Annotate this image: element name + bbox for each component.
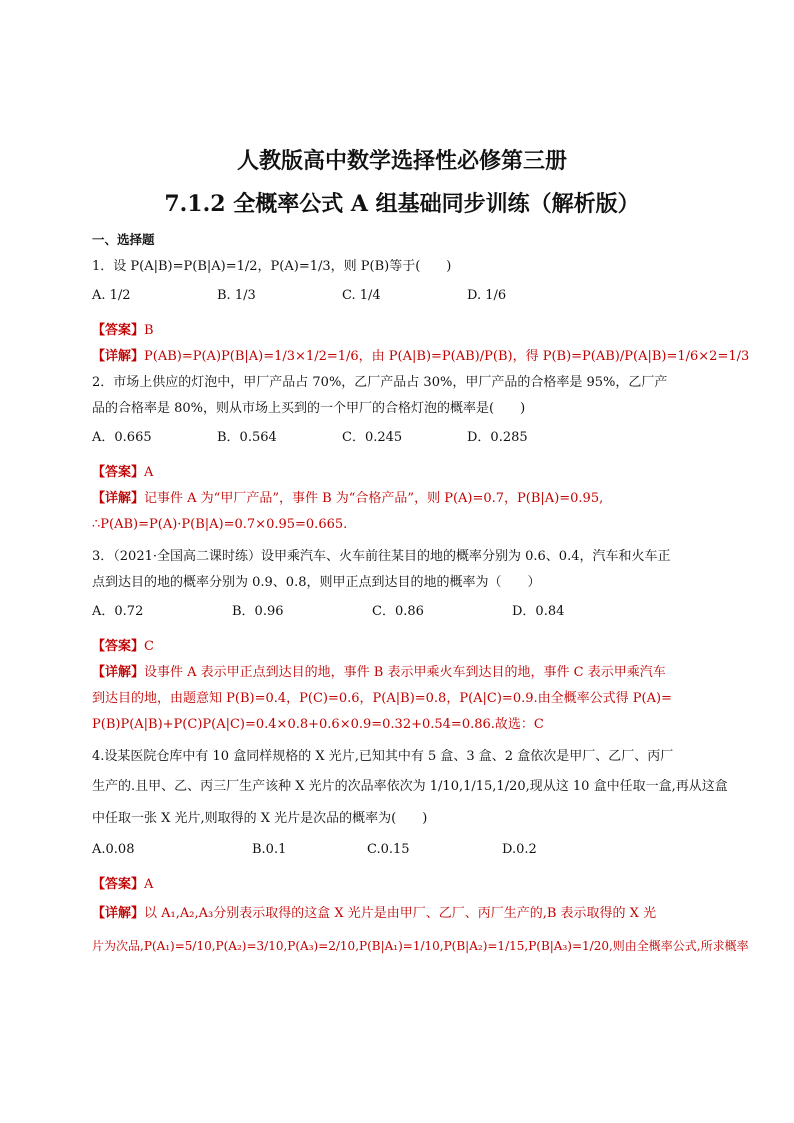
detail-label: 【详解】 <box>92 349 145 364</box>
option-b: B．0.96 <box>232 604 284 619</box>
question-4-stem-line-1: 4.设某医院仓库中有 10 盒同样规格的 X 光片,已知其中有 5 盒、3 盒、2 盒依次是甲厂、乙厂、丙厂 <box>92 749 674 764</box>
question-4-detail-line-2: 片为次品,P(A₁)=5/10,P(A₂)=3/10,P(A₃)=2/10,P(B|A₁)=1/10,P(B|A₂)=1/15,P(B|A₃)=1/20,则由全概率公式,所求概率 <box>92 939 749 953</box>
question-2-answer <box>92 460 712 486</box>
question-2-detail-line-2: ∴P(AB)=P(A)·P(B|A)=0.7×0.95=0.665. <box>92 517 348 532</box>
detail-text: 设事件 A 表示甲正点到达目的地，事件 B 表示甲乘火车到达目的地，事件 C 表示甲乘汽车 <box>144 665 666 680</box>
document-title: 人教版高中数学选择性必修第三册 <box>236 148 567 174</box>
option-a: A．0.72 <box>92 604 144 619</box>
option-a: A. 1/2 <box>92 288 131 303</box>
question-3-detail-line-2: 到达目的地，由题意知 P(B)=0.4，P(C)=0.6，P(A|B)=0.8，P(A|C)=0.9.由全概率公式得 P(A)= <box>92 691 672 706</box>
detail-text: 记事件 A 为“甲厂产品”，事件 B 为“合格产品”，则 P(A)=0.7，P(B|A)=0.95, <box>144 491 604 506</box>
option-a: A．0.665 <box>92 430 152 445</box>
question-3-answer <box>92 634 712 660</box>
detail-label: 【详解】 <box>92 906 145 921</box>
option-d: D．0.84 <box>512 604 565 619</box>
answer-label: 【答案】 <box>92 639 145 654</box>
option-c: C．0.86 <box>372 604 424 619</box>
question-1-options <box>92 280 712 312</box>
question-4-answer <box>92 872 712 898</box>
answer-value: B <box>144 323 154 338</box>
option-b: B.0.1 <box>252 842 287 857</box>
option-c: C．0.245 <box>342 430 403 445</box>
detail-label: 【详解】 <box>92 665 145 680</box>
question-1-answer <box>92 318 712 344</box>
section-heading: 一、选择题 <box>92 232 155 247</box>
question-3-options <box>92 596 712 628</box>
option-b: B．0.564 <box>217 430 277 445</box>
question-2-stem-line-2: 品的合格率是 80%，则从市场上买到的一个甲厂的合格灯泡的概率是( ) <box>92 401 526 416</box>
question-4-detail-line-1 <box>92 898 712 930</box>
option-d: D. 1/6 <box>467 288 507 303</box>
option-c: C. 1/4 <box>342 288 381 303</box>
question-2-stem-line-1: 2．市场上供应的灯泡中，甲厂产品占 70%，乙厂产品占 30%，甲厂产品的合格率是 95%，乙厂产 <box>92 375 668 390</box>
option-b: B. 1/3 <box>217 288 256 303</box>
answer-label: 【答案】 <box>92 465 145 480</box>
question-1-stem: 1．设 P(A|B)=P(B|A)=1/2，P(A)=1/3，则 P(B)等于( ) <box>92 259 452 274</box>
question-2-options <box>92 422 712 454</box>
question-2-detail-line-1 <box>92 486 712 512</box>
detail-text: P(AB)=P(A)P(B|A)=1/3×1/2=1/6，由 P(A|B)=P(AB)/P(B)，得 P(B)=P(AB)/P(A|B)=1/6×2=1/3 <box>144 349 750 364</box>
question-3-detail-line-3: P(B)P(A|B)+P(C)P(A|C)=0.4×0.8+0.6×0.9=0.32+0.54=0.86.故选：C <box>92 717 544 732</box>
answer-value: C <box>144 639 154 654</box>
option-d: D．0.285 <box>467 430 528 445</box>
question-4-stem-line-2: 生产的.且甲、乙、丙三厂生产该种 X 光片的次品率依次为 1/10,1/15,1/20,现从这 10 盒中任取一盒,再从这盒 <box>92 779 728 794</box>
option-a: A.0.08 <box>92 842 135 857</box>
question-3-stem-line-2: 点到达目的地的概率分别为 0.9、0.8，则甲正点到达目的地的概率为（ ） <box>92 575 541 590</box>
question-4-options <box>92 834 712 866</box>
document-subtitle: 7.1.2 全概率公式 A 组基础同步训练（解析版） <box>164 191 640 217</box>
answer-value: A <box>144 877 154 892</box>
question-3-stem-line-1: 3．（2021·全国高二课时练）设甲乘汽车、火车前往某目的地的概率分别为 0.6、0.4，汽车和火车正 <box>92 549 671 564</box>
detail-label: 【详解】 <box>92 491 145 506</box>
answer-label: 【答案】 <box>92 877 145 892</box>
option-c: C.0.15 <box>367 842 410 857</box>
detail-text: 以 A₁,A₂,A₃分别表示取得的这盒 X 光片是由甲厂、乙厂、丙厂生产的,B 表示取得的 X 光 <box>144 906 657 921</box>
question-3-detail-line-1 <box>92 660 712 686</box>
question-1-detail <box>92 344 750 370</box>
option-d: D.0.2 <box>502 842 537 857</box>
question-4-stem-line-3: 中任取一张 X 光片,则取得的 X 光片是次品的概率为( ) <box>92 811 428 826</box>
document-page <box>92 140 750 962</box>
answer-label: 【答案】 <box>92 323 145 338</box>
answer-value: A <box>144 465 154 480</box>
